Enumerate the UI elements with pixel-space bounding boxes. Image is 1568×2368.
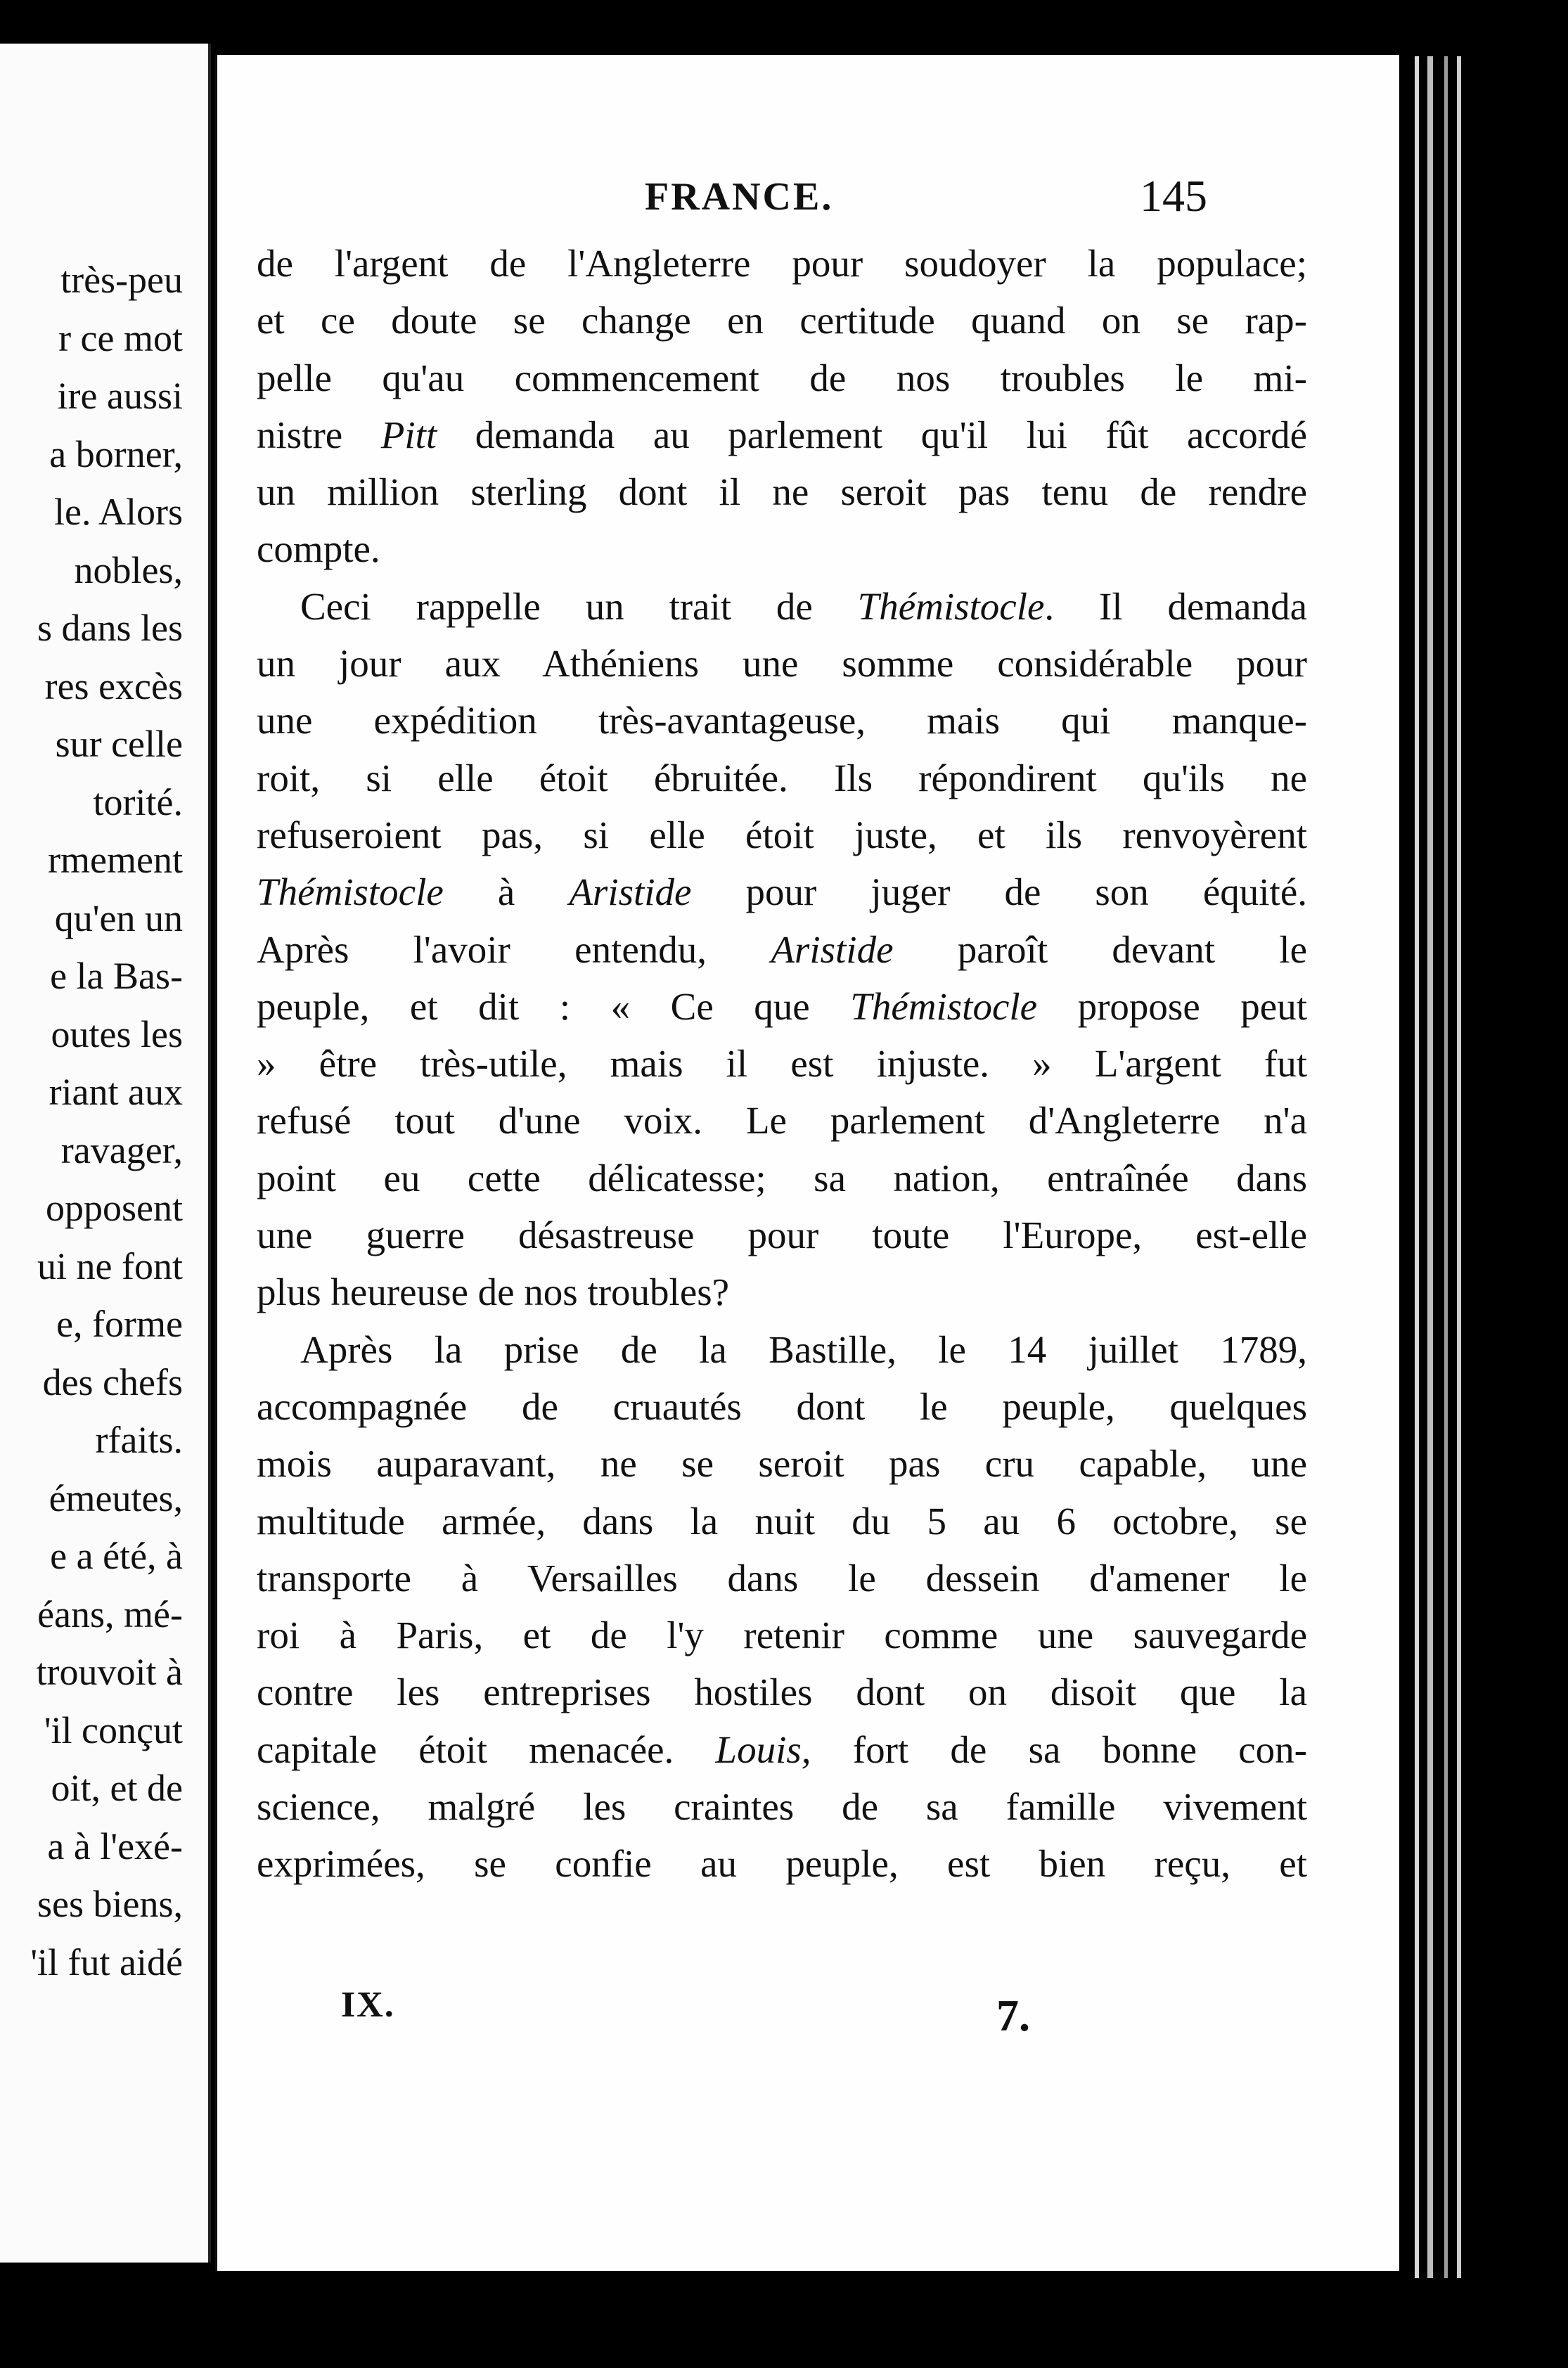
text-segment: demanda au parlement qu'il lui fût accordé — [437, 413, 1307, 456]
text-line — [257, 1321, 1307, 1378]
text-line — [257, 921, 1307, 978]
left-page-line: rfaits. — [95, 1419, 183, 1461]
text-line — [257, 1378, 1307, 1435]
left-page-line: e la Bas- — [50, 955, 183, 997]
left-page-line: ravager, — [60, 1128, 183, 1171]
text-line — [257, 1550, 1307, 1607]
text-line — [257, 1721, 1307, 1778]
text-segment: pour juger de son équité. — [691, 870, 1307, 914]
left-page-line: outes les — [51, 1012, 183, 1055]
text-segment: et ce doute se change en certitude quand on se rap- — [257, 299, 1307, 342]
left-page-line: 'il conçut — [44, 1709, 183, 1751]
text-line — [257, 235, 1307, 292]
left-page-line: ui ne font — [37, 1244, 183, 1287]
text-segment: science, malgré les craintes de sa famille vivement — [257, 1785, 1307, 1829]
left-page-line: 'il fut aidé — [30, 1941, 183, 1983]
text-segment: roit, si elle étoit ébruitée. Ils répondirent qu'ils ne — [257, 756, 1307, 799]
text-segment: une expédition très-avantageuse, mais qui manque- — [257, 699, 1307, 742]
text-segment: compte. — [257, 527, 380, 571]
left-page-line: le. Alors — [54, 491, 183, 533]
gathering-signature: 7. — [996, 1990, 1030, 2040]
text-segment: Ceci rappelle un trait de — [300, 584, 858, 628]
text-segment: un million sterling dont il ne seroit pas tenu de rendre — [257, 470, 1307, 514]
text-segment: Après l'avoir entendu, — [257, 927, 771, 971]
text-line — [257, 863, 1307, 920]
text-segment: point eu cette délicatesse; sa nation, entraînée dans — [257, 1156, 1307, 1199]
text-segment: une guerre désastreuse pour toute l'Europe, est-elle — [257, 1214, 1307, 1257]
text-line — [257, 1493, 1307, 1550]
text-segment: nistre — [257, 413, 381, 456]
page-edge-strip — [1415, 56, 1419, 2278]
italic-name: Thémistocle — [857, 584, 1045, 628]
page-edge-strip — [1444, 56, 1448, 2278]
text-segment: refusé tout d'une voix. Le parlement d'Angleterre n'a — [257, 1099, 1307, 1143]
left-page-line: nobles, — [74, 548, 183, 591]
text-line — [257, 1263, 1307, 1320]
text-segment: multitude armée, dans la nuit du 5 au 6 octobre, se — [257, 1499, 1307, 1543]
left-page-line: très-peu — [60, 259, 183, 301]
left-page-line: sur celle — [55, 723, 183, 765]
italic-name: Aristide — [569, 870, 692, 914]
left-page-line: r ce mot — [58, 316, 183, 359]
book-right-edge — [1399, 0, 1568, 2368]
text-segment: mois auparavant, ne se seroit pas cru capable, une — [257, 1442, 1307, 1486]
text-line — [257, 692, 1307, 749]
running-head — [217, 169, 1400, 225]
text-line — [257, 1206, 1307, 1263]
text-segment: refuseroient pas, si elle étoit juste, et ils renvoyèrent — [257, 813, 1307, 856]
body-text — [257, 235, 1307, 1893]
left-page-line: trouvoit à — [36, 1651, 183, 1693]
text-line — [257, 1664, 1307, 1720]
text-line — [257, 349, 1307, 406]
left-page-line: des chefs — [42, 1360, 183, 1403]
text-line — [257, 406, 1307, 463]
left-page-line: s dans les — [37, 607, 183, 649]
text-line — [257, 1092, 1307, 1149]
signature-row — [217, 1984, 1400, 2047]
left-page-line: rmement — [48, 839, 183, 881]
text-segment: de l'argent de l'Angleterre pour soudoyer la populace; — [257, 242, 1307, 285]
text-line — [257, 1607, 1307, 1664]
text-line — [257, 292, 1307, 349]
text-segment: capitale étoit menacée. — [257, 1727, 716, 1771]
left-page-fragment — [0, 44, 211, 2263]
left-page-line: ire aussi — [57, 375, 183, 417]
text-segment: . Il demanda — [1044, 584, 1307, 628]
text-segment: transporte à Versailles dans le dessein d'amener le — [257, 1556, 1307, 1600]
text-segment: accompagnée de cruautés dont le peuple, quelques — [257, 1384, 1307, 1428]
text-segment: plus heureuse de nos troubles? — [257, 1270, 730, 1314]
text-segment: contre les entreprises hostiles dont on disoit que la — [257, 1671, 1307, 1714]
left-page-line: res excès — [44, 664, 183, 707]
left-page-line: e, forme — [56, 1303, 183, 1345]
text-segment: propose peut — [1037, 984, 1307, 1028]
text-line — [257, 1435, 1307, 1492]
text-segment: fort de sa bonne con- — [811, 1727, 1307, 1771]
left-page-line: éans, mé- — [37, 1592, 183, 1635]
italic-name: Thémistocle — [850, 984, 1038, 1028]
text-segment: Après la prise de la Bastille, le 14 juillet 1789, — [300, 1327, 1307, 1371]
italic-name: Thémistocle — [257, 870, 444, 914]
running-title: FRANCE. — [645, 175, 834, 219]
page-edge-strip — [1457, 56, 1461, 2278]
main-page — [215, 55, 1400, 2271]
page-number: 145 — [1140, 171, 1207, 221]
text-segment: à — [443, 870, 570, 914]
text-line — [257, 1778, 1307, 1835]
left-page-line: a à l'exé- — [47, 1825, 183, 1867]
text-line — [257, 1035, 1307, 1092]
page-edge-strip — [1427, 56, 1433, 2278]
text-segment: » être très-utile, mais il est injuste. » L'argent fut — [257, 1042, 1307, 1086]
text-segment: exprimées, se confie au peuple, est bien reçu, et — [257, 1842, 1307, 1886]
text-segment: roi à Paris, et de l'y retenir comme une sauvegarde — [257, 1614, 1307, 1657]
left-page-text — [0, 251, 208, 1991]
italic-name: Aristide — [771, 927, 894, 971]
left-page-line: torité. — [93, 780, 183, 823]
text-segment: paroît devant le — [893, 927, 1307, 971]
text-line — [257, 978, 1307, 1035]
text-line — [257, 749, 1307, 806]
text-segment: peuple, et dit : « Ce que — [257, 984, 851, 1028]
text-line — [257, 520, 1307, 577]
text-line — [257, 635, 1307, 692]
text-line — [257, 806, 1307, 863]
left-page-line: riant aux — [49, 1071, 183, 1113]
text-line — [257, 578, 1307, 635]
text-segment: pelle qu'au commencement de nos troubles le mi- — [257, 356, 1307, 399]
left-page-line: a borner, — [49, 432, 183, 475]
text-line — [257, 463, 1307, 520]
left-page-line: ses biens, — [37, 1883, 183, 1925]
left-page-line: oit, et de — [51, 1767, 183, 1809]
volume-signature: IX. — [341, 1985, 395, 2025]
left-page-line: opposent — [46, 1187, 183, 1229]
text-line — [257, 1835, 1307, 1892]
left-page-line: e a été, à — [50, 1535, 183, 1577]
text-line — [257, 1150, 1307, 1206]
left-page-line: qu'en un — [54, 896, 183, 939]
text-segment: un jour aux Athéniens une somme considérable pour — [257, 642, 1307, 686]
italic-name: Louis, — [715, 1727, 811, 1771]
italic-name: Pitt — [380, 413, 437, 456]
left-page-line: émeutes, — [49, 1476, 183, 1519]
